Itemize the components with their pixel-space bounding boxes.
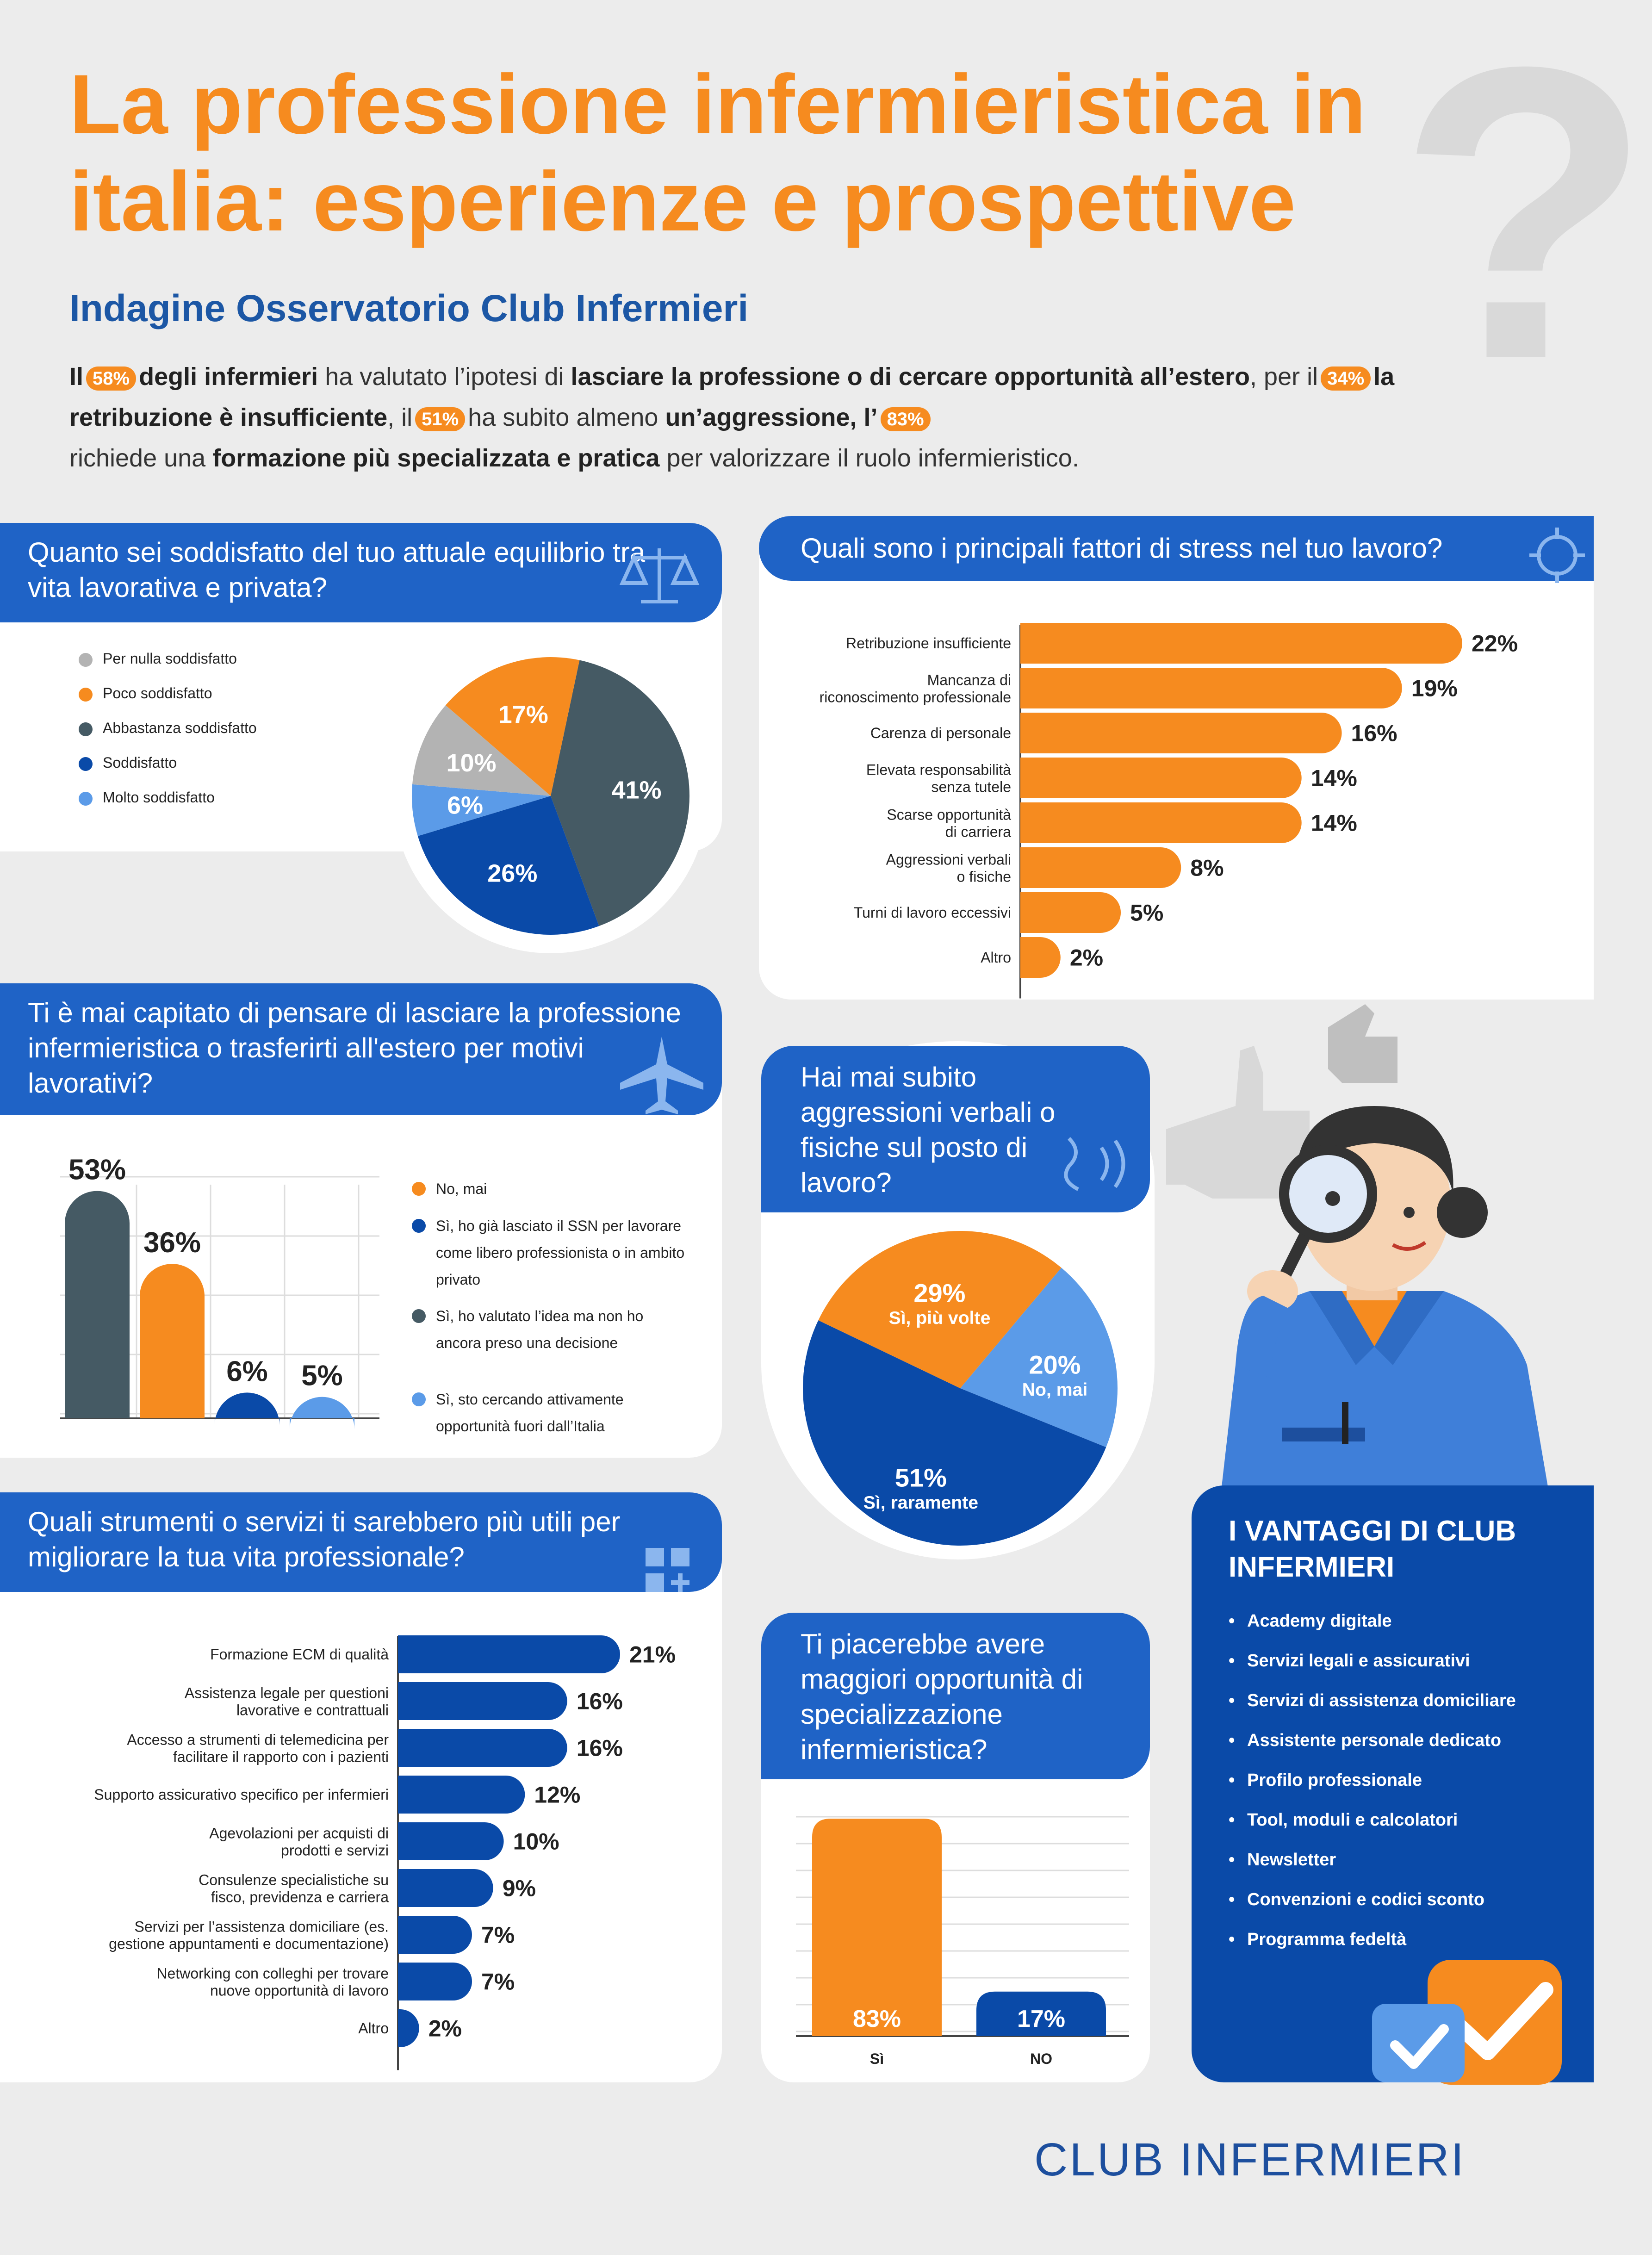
- legend-item: [412, 1386, 689, 1440]
- legend-item: [79, 685, 212, 702]
- bar: [290, 1397, 354, 1429]
- legend-label: Sì, sto cercando attivamente opportunità fuori dall’Italia: [436, 1391, 624, 1435]
- bullet-icon: •: [1229, 1930, 1235, 1949]
- bullet-icon: •: [1229, 1890, 1235, 1909]
- bar: [398, 1776, 525, 1814]
- bullet-icon: •: [1229, 1691, 1235, 1710]
- bullet-icon: •: [1229, 1810, 1235, 1830]
- value-label: 10%: [513, 1828, 559, 1855]
- shout-icon: [1050, 1129, 1138, 1199]
- value-label: 83%: [852, 2006, 901, 2032]
- aggression-question: Hai mai subito aggressioni verbali o fisiche sul posto di lavoro?: [761, 1046, 1150, 1212]
- category-label: Mancanza di riconoscimento professionale: [819, 671, 1011, 706]
- legend-item: [79, 754, 177, 771]
- slice-label: 29%: [913, 1278, 966, 1308]
- bar: [1020, 802, 1302, 843]
- bar: [812, 1819, 942, 2036]
- stress-question: Quali sono i principali fattori di stress nel tuo lavoro?: [759, 516, 1594, 581]
- legend-item: [79, 650, 237, 667]
- bar: [398, 1682, 567, 1720]
- aggression-pie-chart: [803, 1231, 1118, 1546]
- value-label: 5%: [301, 1360, 343, 1392]
- value-label: 19%: [1411, 675, 1458, 702]
- bar: [1020, 892, 1121, 933]
- value-label: 7%: [481, 1922, 515, 1948]
- slice-label: 20%: [1029, 1350, 1081, 1379]
- legend-item: [79, 789, 215, 806]
- page-title: La professione infermieristica in italia: esperienze e prospettive: [69, 57, 1366, 248]
- category-label: Networking con colleghi per trovare nuove opportunità di lavoro: [156, 1965, 389, 1999]
- legend-swatch: [79, 722, 93, 736]
- legend-label: No, mai: [436, 1180, 487, 1197]
- category-label: Agevolazioni per acquisti di prodotti e servizi: [209, 1825, 389, 1859]
- bar: [398, 1635, 620, 1673]
- bar: [398, 1822, 504, 1860]
- legend-item: [412, 1303, 689, 1356]
- bullet-icon: •: [1229, 1731, 1235, 1750]
- nurse-illustration: [1157, 995, 1594, 1527]
- legend-item: [79, 720, 257, 737]
- category-label: Carenza di personale: [870, 725, 1011, 742]
- vantaggi-item: • Convenzioni e codici sconto: [1229, 1880, 1580, 1920]
- value-label: 16%: [576, 1688, 623, 1715]
- bullet-icon: •: [1229, 1850, 1235, 1870]
- leave-bar-chart: [60, 1148, 393, 1435]
- vantaggi-item: • Tool, moduli e calcolatori: [1229, 1800, 1580, 1840]
- bar: [1020, 668, 1402, 708]
- vantaggi-item: • Newsletter: [1229, 1840, 1580, 1880]
- value-label: 12%: [534, 1782, 581, 1808]
- crosshair-icon: [1527, 525, 1587, 585]
- category-label: Altro: [358, 2020, 389, 2037]
- value-label: 16%: [1351, 720, 1397, 746]
- slice-label: 10%: [446, 749, 497, 777]
- legend-swatch: [412, 1219, 426, 1233]
- club-infermieri-logo: CLUB INFERMIERI: [1034, 2134, 1466, 2186]
- checkmark-badges-icon: [1370, 1953, 1583, 2087]
- bar: [140, 1264, 205, 1418]
- legend-swatch: [79, 653, 93, 667]
- value-label: 36%: [143, 1227, 201, 1259]
- intro-paragraph: Il 58% degli infermieri ha valutato l’ipotesi di lasciare la professione o di cercare opportunità all’estero, per il 34% la retribuzione è insufficiente, il 51% ha subito almeno un’aggressione, l’ 83% richiede una formazione più specializzata e pratica per valorizzare il ruolo infermieristico.: [69, 363, 1395, 472]
- slice-name: Sì, raramente: [863, 1493, 979, 1513]
- vantaggi-item: • Servizi di assistenza domiciliare: [1229, 1681, 1580, 1721]
- vantaggi-item: • Profilo professionale: [1229, 1760, 1580, 1800]
- legend-swatch: [79, 792, 93, 806]
- category-label: Sì: [869, 2050, 884, 2067]
- value-label: 16%: [576, 1735, 623, 1761]
- airplane-icon: [615, 1032, 708, 1115]
- vantaggi-title: I VANTAGGI DI CLUB INFERMIERI: [1229, 1515, 1516, 1583]
- vantaggi-item: • Programma fedeltà: [1229, 1920, 1580, 1959]
- slice-label: 41%: [611, 776, 662, 804]
- stress-bar-chart: [768, 611, 1587, 995]
- category-label: Retribuzione insufficiente: [846, 635, 1011, 652]
- category-label: Servizi per l’assistenza domiciliare (es. gestione appuntamenti e documentazione): [109, 1918, 389, 1952]
- vantaggi-item: • Academy digitale: [1229, 1601, 1580, 1641]
- slice-label: 6%: [447, 791, 484, 820]
- value-label: 5%: [1130, 900, 1164, 926]
- bar: [398, 1916, 472, 1954]
- worklife-pie-chart: [412, 657, 689, 935]
- legend-label: Sì, ho valutato l’idea ma non ho ancora preso una decisione: [436, 1308, 644, 1351]
- legend-swatch: [412, 1392, 426, 1406]
- bullet-icon: •: [1229, 1770, 1235, 1790]
- legend-item: [412, 1212, 689, 1293]
- value-label: 2%: [1069, 944, 1104, 971]
- bar: [398, 2009, 419, 2047]
- value-label: 53%: [68, 1154, 126, 1186]
- legend-swatch: [412, 1309, 426, 1323]
- grid-plus-icon: [646, 1548, 696, 1594]
- bar: [1020, 937, 1061, 978]
- legend-label: Per nulla soddisfatto: [103, 650, 237, 667]
- stat-pill: 34%: [1321, 367, 1371, 391]
- bar: [65, 1191, 130, 1418]
- value-label: 6%: [226, 1355, 268, 1388]
- legend-swatch: [79, 688, 93, 702]
- bullet-icon: •: [1229, 1651, 1235, 1671]
- bar: [1020, 847, 1181, 888]
- bar: [215, 1392, 279, 1425]
- legend-swatch: [79, 757, 93, 771]
- bar: [398, 1869, 493, 1907]
- bar: [398, 1729, 567, 1767]
- value-label: 9%: [502, 1875, 536, 1901]
- slice-name: No, mai: [1022, 1380, 1088, 1400]
- category-label: Assistenza legale per questioni lavorative e contrattuali: [184, 1684, 389, 1719]
- category-label: Scarse opportunità di carriera: [887, 806, 1011, 840]
- legend-label: Poco soddisfatto: [103, 685, 212, 702]
- bar: [398, 1963, 472, 2000]
- stat-pill: 83%: [881, 407, 931, 431]
- leave-question: Ti è mai capitato di pensare di lasciare la professione infermieristica o trasferirti all'estero per motivi lavorativi?: [0, 983, 722, 1115]
- legend-label: Abbastanza soddisfatto: [103, 720, 257, 736]
- value-label: 21%: [629, 1641, 676, 1668]
- legend-label: Molto soddisfatto: [103, 789, 215, 806]
- vantaggi-item: • Assistente personale dedicato: [1229, 1721, 1580, 1760]
- value-label: 22%: [1472, 630, 1518, 657]
- bar: [1020, 713, 1342, 753]
- stat-pill: 51%: [415, 407, 465, 431]
- slice-label: 26%: [487, 859, 538, 888]
- value-label: 7%: [481, 1969, 515, 1995]
- specialization-question: Ti piacerebbe avere maggiori opportunità di specializzazione infermieristica?: [761, 1613, 1150, 1779]
- specialization-bar-chart: [787, 1795, 1138, 2073]
- vantaggi-list: [1229, 1601, 1580, 1959]
- value-label: 14%: [1310, 765, 1357, 791]
- bar: [1020, 758, 1302, 798]
- bullet-icon: •: [1229, 1611, 1235, 1631]
- question-mark-decoration: ?: [1397, 0, 1652, 446]
- stat-pill: 58%: [86, 367, 136, 391]
- worklife-question: Quanto sei soddisfatto del tuo attuale equilibrio tra vita lavorativa e privata?: [0, 523, 722, 622]
- legend-label: Soddisfatto: [103, 754, 177, 771]
- legend-label: Sì, ho già lasciato il SSN per lavorare come libero professionista o in ambito privato: [436, 1218, 685, 1288]
- bar: [1020, 623, 1462, 664]
- value-label: 17%: [1017, 2006, 1066, 2032]
- slice-label: 51%: [894, 1463, 947, 1492]
- value-label: 2%: [428, 2015, 462, 2042]
- balance-scale-icon: [620, 541, 699, 611]
- category-label: Turni di lavoro eccessivi: [853, 904, 1011, 921]
- value-label: 8%: [1190, 855, 1224, 881]
- vantaggi-item: • Servizi legali e assicurativi: [1229, 1641, 1580, 1681]
- category-label: Accesso a strumenti di telemedicina per facilitare il rapporto con i pazienti: [127, 1731, 389, 1765]
- category-label: Formazione ECM di qualità: [210, 1646, 389, 1663]
- slice-name: Sì, più volte: [888, 1308, 991, 1329]
- category-label: Consulenze specialistiche su fisco, previdenza e carriera: [199, 1871, 389, 1906]
- category-label: NO: [1030, 2050, 1052, 2067]
- legend-swatch: [412, 1182, 426, 1196]
- category-label: Elevata responsabilità senza tutele: [866, 761, 1011, 795]
- tools-question: Quali strumenti o servizi ti sarebbero più utili per migliorare la tua vita professionale?: [0, 1492, 722, 1592]
- legend-item: [412, 1175, 689, 1202]
- category-label: Supporto assicurativo specifico per infermieri: [94, 1786, 389, 1803]
- page-subtitle: Indagine Osservatorio Club Infermieri: [69, 287, 749, 329]
- value-label: 14%: [1310, 810, 1357, 836]
- category-label: Aggressioni verbali o fisiche: [886, 851, 1011, 885]
- tools-bar-chart: [65, 1624, 717, 2069]
- slice-label: 17%: [498, 701, 548, 729]
- category-label: Altro: [981, 949, 1011, 966]
